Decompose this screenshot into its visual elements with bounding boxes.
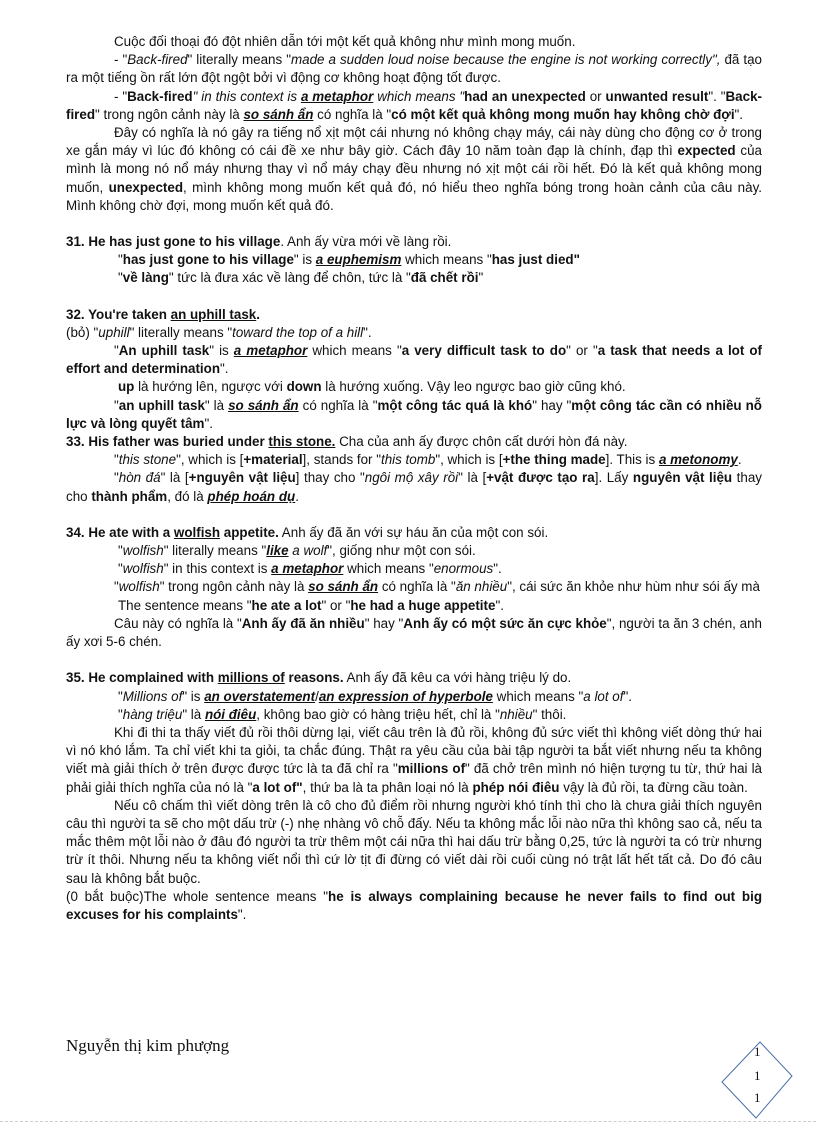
page-number-digit-1: 1: [754, 1044, 761, 1059]
q35-line-2: "hàng triệu" là nói điêu, không bao giờ có hàng triệu hết, chỉ là "nhiều" thôi.: [118, 706, 567, 722]
q31-line-2: "về làng" tức là đưa xác về làng để chôn, tức là "đã chết rồi": [118, 270, 484, 286]
q34-line-3: "wolfish" trong ngôn cảnh này là so sánh ẩn có nghĩa là "ăn nhiều", cái sức ăn khỏe như hùm như sói ấy mà: [114, 579, 760, 595]
document-body: [66, 33, 762, 924]
q33-heading: 33. His father was buried under this stone. Cha của anh ấy được chôn cất dưới hòn đá này.: [66, 434, 628, 450]
q32-line-2: "An uphill task" is a metaphor which means "a very difficult task to do" or "a task that needs a lot of effort and determination".: [66, 343, 763, 377]
q31-heading: 31. He has just gone to his village. Anh ấy vừa mới về làng rồi.: [66, 234, 452, 250]
page-number-digit-3: 1: [754, 1090, 761, 1105]
intro-backfired-metaphor: - "Back-fired" in this context is a metaphor which means "had an unexpected or unwanted result". "Back-fired" trong ngôn cảnh này là so sánh ẩn có nghĩa là "có một kết quả không mong muốn hay không chờ đợi".: [66, 88, 762, 122]
q31-line-1: "has just gone to his village" is a euphemism which means "has just died": [118, 252, 580, 268]
q35-paragraph-1: Khi đi thi ta thấy viết đủ rồi thôi dừng lại, viết câu trên là đủ rồi, không đủ sức viết thì không viết dòng thứ hai vì nó khó lắm. Ta chỉ viết khi ta giỏi, ta chắc đúng. Thật ra yêu cầu của bài tập người ta bắt viết nhưng nếu ta không viết mà giải thích ở trên được được tức là ta đã chỉ ra "millions of" đã chở trên mình nó hiện tượng tu từ, thứ hai là phải giải thích nghĩa của nó là "a lot of", thứ ba là ta phân loại nó là phép nói điêu vậy là đủ rồi, ta đừng cầu toàn.: [66, 724, 762, 795]
q35-heading: 35. He complained with millions of reasons. Anh ấy đã kêu ca với hàng triệu lý do.: [66, 670, 572, 686]
q32-heading: 32. You're taken an uphill task.: [66, 306, 260, 322]
intro-line-1: Cuộc đối thoại đó đột nhiên dẫn tới một kết quả không như mình mong muốn.: [114, 34, 576, 49]
page-number-digit-2: 1: [754, 1068, 761, 1083]
q35-line-1: "Millions of" is an overstatement/an expression of hyperbole which means "a lot of".: [118, 688, 632, 704]
intro-explanation: Đây có nghĩa là nó gây ra tiếng nổ xịt một cái nhưng nó không chạy máy, cái này dùng cho động cơ ở trong xe gắn máy vì lúc đó không có cái đề xe như bây giờ. Cách đây 10 năm toàn đạp là chính, đạp thì expected của mình là mong nó nổ máy nhưng thay vì nổ máy chạy đều nhưng nó xịt một cái rồi hết. Đó là kết quả không mong muốn, unexpected, mình không mong muốn kết quả đó, nó hiểu theo nghĩa bóng trong hoàn cảnh của câu này. Mình không chờ đợi, mong muốn kết quả đó.: [66, 125, 762, 213]
q34-line-4: The sentence means "he ate a lot" or "he had a huge appetite".: [118, 597, 504, 613]
q33-line-2: "hòn đá" là [+nguyên vật liệu] thay cho "ngôi mộ xây rồi" là [+vật được tạo ra]. Lấy nguyên vật liệu thay cho thành phẩm, đó là phép hoán dụ.: [66, 470, 762, 504]
page-number-box: [718, 1040, 796, 1120]
q34-line-5: Câu này có nghĩa là "Anh ấy đã ăn nhiều" hay "Anh ấy có một sức ăn cực khỏe", người ta ăn 3 chén, anh ấy xơi 5-6 chén.: [66, 615, 762, 650]
author-signature: Nguyễn thị kim phượng: [66, 1036, 230, 1055]
q34-line-1: "wolfish" literally means "like a wolf", giống như một con sói.: [118, 543, 476, 559]
q32-line-1: (bỏ) "uphill" literally means "toward the top of a hill".: [66, 324, 372, 340]
page-bottom-divider: [0, 1121, 816, 1122]
q33-line-1: "this stone", which is [+material], stands for "this tomb", which is [+the thing made]. This is a metonomy.: [114, 452, 742, 468]
intro-backfired-literal: - "Back-fired" literally means "made a sudden loud noise because the engine is not working correctly", đã tạo ra một tiếng ồn rất lớn đột ngột bởi vì động cơ không hoạt động tốt được.: [66, 52, 763, 86]
q34-line-2: "wolfish" in this context is a metaphor which means "enormous".: [118, 561, 502, 577]
q35-optional-line: (0 bắt buộc)The whole sentence means "he is always complaining because he never fails to find out big excuses for his complaints".: [66, 888, 763, 922]
q32-line-3: up là hướng lên, ngược với down là hướng xuống. Vậy leo ngược bao giờ cũng khó.: [118, 379, 626, 395]
q35-paragraph-2: Nếu cô chấm thì viết dòng trên là cô cho đủ điểm rồi nhưng người khó tính thì cho là chưa giải thích nguyên câu thì người ta sẽ cho một dấu trừ (-) nhẹ nhàng vô chỗ đấy. Nếu ta không mắc lỗi nào nữa thì không sao cả, nếu ta mắc thêm một lỗi nào ở đâu đó người ta trừ thêm một cái nữa thì hai dấu trừ bằng 0,25, tức là người ta có trừ nhưng trừ ít thôi. Nhưng nếu ta không viết nổi thì cứ lờ tịt đi đừng có viết dài rồi cuối cùng nó trật lất hết tất cả. Do đó câu sau là không bắt buộc.: [66, 797, 762, 886]
q34-heading: 34. He ate with a wolfish appetite. Anh ấy đã ăn với sự háu ăn của một con sói.: [66, 524, 549, 540]
q32-line-4: "an uphill task" là so sánh ẩn có nghĩa là "một công tác quá là khó" hay "một công tác cần có nhiều nỗ lực và lòng quyết tâm".: [66, 397, 762, 431]
